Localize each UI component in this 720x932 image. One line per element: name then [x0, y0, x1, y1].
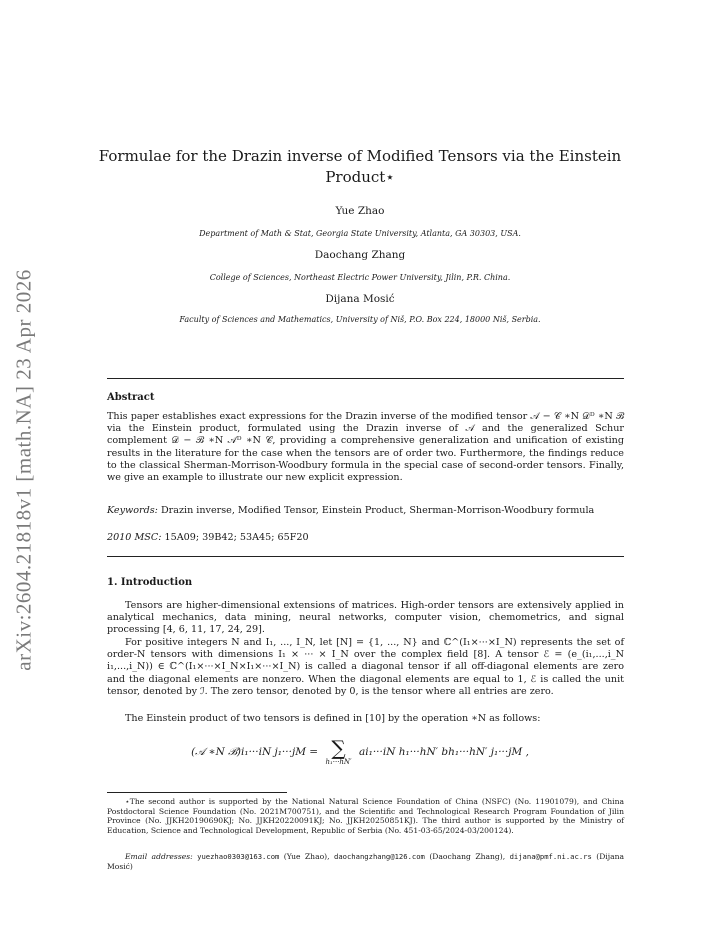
- title-line-1: Formulae for the Drazin inverse of Modified Tensors via the Einstein: [98, 147, 622, 165]
- author-name: Dijana Mosić: [325, 293, 395, 305]
- author-affiliation: Department of Math & Stat, Georgia State University, Atlanta, GA 30303, USA.: [199, 229, 521, 238]
- equation-rhs: ai₁···iN h₁···hN′ bh₁···hN′ j₁···jM ,: [359, 746, 529, 758]
- keywords-label: Keywords:: [107, 505, 158, 516]
- abstract-heading: Abstract: [107, 392, 155, 403]
- author-affiliation: College of Sciences, Northeast Electric Power University, Jilin, P.R. China.: [209, 273, 511, 282]
- sum-symbol: ∑: [331, 736, 346, 760]
- summation: [325, 738, 351, 766]
- intro-paragraph: For positive integers N and I₁, ..., I_N, let [N] = {1, ..., N} and ℂ^(I₁×···×I_N) represents the set of order-N tensors with dimensions I₁ × ··· × I_N over the complex field [8]. A tensor ℰ = (e_(i₁,...,i_N i₁,...,i_N)) ∈ ℂ^(I₁×···×I_N×I₁×···×I_N) is called a diagonal tensor if all off-diagonal elements are zero and the diagonal elements are nonzero. When the diagonal elements are equal to 1, ℰ is called the unit tensor, denoted by ℐ. The zero tensor, denoted by 0, is the tensor where all entries are zero.: [107, 637, 624, 697]
- arxiv-stamp: [6, 240, 42, 700]
- keywords-list: Drazin inverse, Modified Tensor, Einstein Product, Sherman-Morrison-Woodbury formula: [160, 505, 595, 516]
- email-link[interactable]: daochangzhang@126.com: [334, 852, 425, 861]
- msc-codes: [107, 532, 624, 544]
- msc-label: 2010 MSC:: [107, 532, 162, 543]
- einstein-product-equation: [0, 738, 720, 766]
- author-name: Yue Zhao: [335, 205, 385, 217]
- abstract-text: This paper establishes exact expressions for the Drazin inverse of the modified tensor 𝒜 − 𝒞 ∗N 𝒟ᴰ ∗N ℬ via the Einstein product, formulated using the Drazin inverse of 𝒜 and the generalized Schur complement 𝒟 − ℬ ∗N 𝒜ᴰ ∗N 𝒞, providing a comprehensive generalization and unification of existing results in the literature for the case when the tensors are of order two. Furthermore, the findings reduce to the classical Sherman-Morrison-Woodbury formula in the special case of second-order tensors. Finally, we give an example to illustrate our new explicit expression.: [107, 411, 624, 484]
- funding-footnote: ⋆The second author is supported by the National Natural Science Foundation of China (NSFC) (No. 11901079), and China Postdoctoral Science Foundation (No. 2021M700751), and the Scientific and Technological Research Program Foundation of Jilin Province (No. JJKH20190690KJ; No. JJKH20220091KJ; No. JJKH20250851KJ). The third author is supported by the Ministry of Education, Science and Technological Development, Republic of Serbia (No. 451-03-65/2024-03/200124).: [107, 797, 624, 835]
- intro-paragraph: The Einstein product of two tensors is defined in [10] by the operation ∗N as follows:: [125, 713, 541, 724]
- email-addresses: [107, 852, 624, 871]
- intro-paragraph: Tensors are higher-dimensional extensions of matrices. High-order tensors are extensively applied in analytical mechanics, data mining, neural networks, computer vision, chemometrics, and signal processing [4, 6, 11, 17, 24, 29].: [107, 600, 624, 636]
- footnote-rule: [107, 792, 287, 793]
- arxiv-stamp-text: arXiv:2604.21818v1 [math.NA] 23 Apr 2026: [11, 269, 36, 671]
- sum-index: h₁···hN′: [325, 758, 352, 766]
- author-affiliation: Faculty of Sciences and Mathematics, University of Niš, P.O. Box 224, 18000 Niš, Serbia.: [179, 315, 541, 324]
- email-link[interactable]: yuezhao0303@163.com: [197, 852, 280, 861]
- email-link[interactable]: dijana@pmf.ni.ac.rs: [509, 852, 592, 861]
- keywords: [107, 505, 624, 517]
- paper-title: [0, 146, 720, 188]
- email-label: Email addresses:: [125, 852, 193, 861]
- abstract-bottom-rule: [107, 556, 624, 557]
- msc-list: 15A09; 39B42; 53A45; 65F20: [164, 532, 309, 543]
- title-line-2: Product⋆: [325, 168, 395, 186]
- section-heading: 1. Introduction: [107, 577, 193, 588]
- email-owner: (Dijana Mosić): [107, 852, 625, 871]
- equation-lhs: (𝒜 ∗N ℬ)i₁···iN j₁···jM =: [191, 746, 319, 758]
- abstract-top-rule: [107, 378, 624, 379]
- email-owner: (Daochang Zhang),: [429, 852, 506, 861]
- author-name: Daochang Zhang: [314, 249, 406, 261]
- email-owner: (Yue Zhao),: [283, 852, 330, 861]
